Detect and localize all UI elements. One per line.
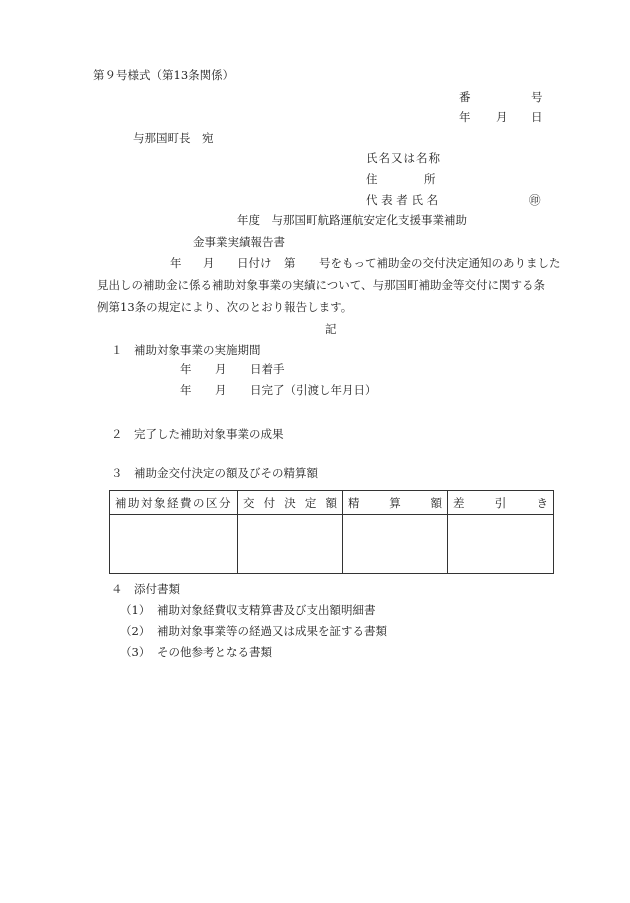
attachment-1-number: （1） bbox=[120, 603, 151, 617]
header-expense-category bbox=[110, 491, 238, 515]
item-4-number: ４ bbox=[111, 582, 123, 596]
body-month: 月 bbox=[203, 256, 215, 270]
header-char: 引 bbox=[494, 495, 507, 510]
header-char: 差 bbox=[453, 495, 465, 510]
item-2-number: ２ bbox=[111, 427, 123, 441]
ki-heading: 記 bbox=[325, 322, 337, 336]
form-number: 第９号様式（第13条関係） bbox=[93, 68, 235, 82]
header-char: 算 bbox=[389, 495, 401, 510]
header-text: 補助対象経費の区分 bbox=[115, 495, 232, 510]
header-char: 付 bbox=[263, 495, 276, 510]
header-settled-amount bbox=[343, 491, 448, 515]
title-line-2: 金事業実績報告書 bbox=[193, 235, 285, 249]
number-suffix: 号 bbox=[531, 90, 543, 104]
seal-mark: ㊞ bbox=[529, 193, 541, 207]
cell-settled-amount bbox=[343, 515, 448, 574]
item-4-title: 添付書類 bbox=[134, 582, 180, 596]
number-label: 番 bbox=[459, 90, 471, 104]
item-2-title: 完了した補助対象事業の成果 bbox=[134, 427, 284, 441]
date-year: 年 bbox=[459, 110, 471, 124]
period-end-month: 月 bbox=[215, 383, 227, 397]
attachment-3-text: その他参考となる書類 bbox=[157, 645, 272, 659]
applicant-name-label: 氏名又は名称 bbox=[366, 151, 441, 165]
item-1-title: 補助対象事業の実施期間 bbox=[134, 343, 261, 357]
header-char: 精 bbox=[348, 495, 360, 510]
body-dai: 第 bbox=[284, 256, 296, 270]
cell-difference bbox=[448, 515, 554, 574]
cell-expense-category bbox=[110, 515, 238, 574]
body-line-2: 見出しの補助金に係る補助対象事業の実績について、与那国町補助金等交付に関する条 bbox=[97, 278, 546, 292]
amount-table bbox=[109, 490, 554, 574]
table-row bbox=[110, 515, 554, 574]
header-char: き bbox=[536, 495, 548, 510]
body-line-1-rest: 号をもって補助金の交付決定通知のありました bbox=[319, 256, 561, 270]
applicant-address-label-2: 所 bbox=[424, 172, 436, 186]
table-header-row bbox=[110, 491, 554, 515]
attachment-2-text: 補助対象事業等の経過又は成果を証する書類 bbox=[157, 624, 387, 638]
body-day: 日付け bbox=[237, 256, 272, 270]
period-start-day: 日着手 bbox=[250, 362, 285, 376]
applicant-address-label-1: 住 bbox=[366, 172, 378, 186]
header-char: 交 bbox=[243, 495, 255, 510]
header-decided-amount bbox=[238, 491, 343, 515]
header-char: 額 bbox=[430, 495, 442, 510]
cell-decided-amount bbox=[238, 515, 343, 574]
period-end-day: 日完了（引渡し年月日） bbox=[250, 383, 377, 397]
item-3-number: ３ bbox=[111, 466, 123, 480]
body-year: 年 bbox=[170, 256, 182, 270]
period-start-year: 年 bbox=[180, 362, 192, 376]
body-line-3: 例第13条の規定により、次のとおり報告します。 bbox=[97, 300, 353, 314]
date-day: 日 bbox=[531, 110, 543, 124]
attachment-3-number: （3） bbox=[120, 645, 151, 659]
header-char: 定 bbox=[304, 495, 317, 510]
attachment-2-number: （2） bbox=[120, 624, 151, 638]
title-line-1: 年度 与那国町航路運航安定化支援事業補助 bbox=[237, 213, 467, 227]
item-1-number: １ bbox=[111, 343, 123, 357]
representative-label: 代 表 者 氏 名 bbox=[366, 193, 439, 207]
header-char: 決 bbox=[284, 495, 296, 510]
period-start-month: 月 bbox=[215, 362, 227, 376]
period-end-year: 年 bbox=[180, 383, 192, 397]
header-char: 額 bbox=[325, 495, 337, 510]
date-month: 月 bbox=[496, 110, 508, 124]
attachment-1-text: 補助対象経費収支精算書及び支出額明細書 bbox=[157, 603, 376, 617]
item-3-title: 補助金交付決定の額及びその精算額 bbox=[134, 466, 318, 480]
header-difference bbox=[448, 491, 554, 515]
addressee: 与那国町長 宛 bbox=[133, 131, 214, 145]
